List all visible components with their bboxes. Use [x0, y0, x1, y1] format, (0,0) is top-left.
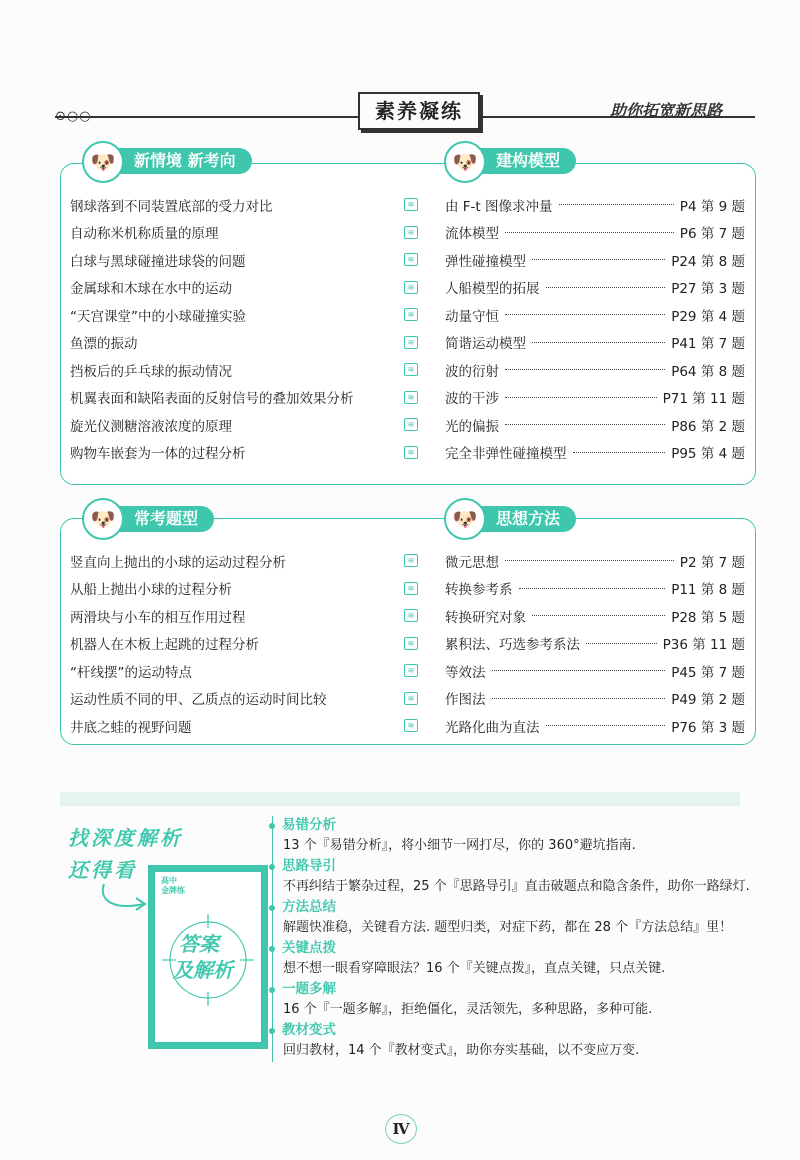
dot-leader: [559, 204, 674, 205]
item-text: 挡板后的乒乓球的振动情况: [70, 363, 232, 380]
list-item: [445, 191, 745, 219]
list-item: [70, 191, 418, 219]
list-item: [70, 246, 418, 274]
item-text: “天宫课堂”中的小球碰撞实验: [70, 308, 246, 325]
feature-title: 关键点拨: [273, 939, 753, 958]
item-text: 旋光仪测糖溶液浓度的原理: [70, 418, 232, 435]
dot-leader: [532, 259, 665, 260]
list-item: [70, 329, 418, 357]
page-reference: P2 第 7 题: [679, 554, 745, 571]
feature-text: 回归教材，14 个『教材变式』，助你夯实基础，以不变应万变.: [283, 1043, 640, 1058]
book-title-1: 答案: [179, 932, 219, 956]
reference-icon: ≋: [404, 336, 418, 349]
item-text: 钢球落到不同装置底部的受力对比: [70, 198, 273, 215]
item-text: 累积法、巧选参考系法: [445, 637, 580, 654]
list-item: [445, 685, 745, 713]
list-item: [70, 384, 418, 412]
mascot-icon: 🐶: [82, 141, 124, 183]
list-item: [445, 329, 745, 357]
section-title-common: 常考题型: [90, 506, 214, 532]
list-item: [445, 384, 745, 412]
section-title-method: 思想方法: [452, 506, 576, 532]
reference-icon: ≋: [404, 609, 418, 622]
feature-text: 解题快准稳，关键看方法. 题型归类，对症下药，都在 28 个『方法总结』里！: [283, 920, 733, 935]
model-list: [445, 191, 745, 466]
list-item: [70, 630, 418, 658]
page-reference: P11 第 8 题: [671, 582, 745, 599]
item-text: 动量守恒: [445, 308, 499, 325]
item-text: 波的衍射: [445, 363, 499, 380]
list-item: [70, 712, 418, 740]
item-text: 购物车嵌套为一体的过程分析: [70, 446, 246, 463]
item-text: 白球与黑球碰撞进球袋的问题: [70, 253, 246, 270]
section-title-model: 建构模型: [452, 148, 576, 174]
page-reference: P86 第 2 题: [671, 418, 745, 435]
list-item: [70, 657, 418, 685]
feature-title: 思路导引: [273, 857, 753, 876]
header-slogan: 助你拓宽新思路: [610, 101, 723, 120]
item-text: 光的偏振: [445, 418, 499, 435]
page-reference: P45 第 7 题: [671, 664, 745, 681]
section-title-new-context: 新情境 新考向: [90, 148, 252, 174]
item-text: 鱼漂的振动: [70, 336, 138, 353]
item-text: 流体模型: [445, 226, 499, 243]
reference-icon: ≋: [404, 281, 418, 294]
list-item: [70, 547, 418, 575]
page-reference: P6 第 7 题: [679, 226, 745, 243]
page-reference: P27 第 3 题: [671, 281, 745, 298]
page-reference: P41 第 7 题: [671, 336, 745, 353]
reference-icon: ≋: [404, 418, 418, 431]
item-text: 弹性碰撞模型: [445, 253, 526, 270]
list-item: [445, 439, 745, 467]
item-text: 转换参考系: [445, 582, 513, 599]
header-dots: ⊙○○: [55, 109, 92, 124]
dot-leader: [573, 452, 666, 453]
page-reference: P49 第 2 题: [671, 692, 745, 709]
item-text: 简谐运动模型: [445, 336, 526, 353]
item-text: 金属球和木球在水中的运动: [70, 281, 232, 298]
list-item: [445, 602, 745, 630]
mascot-icon: 🐶: [444, 498, 486, 540]
item-text: 从船上抛出小球的过程分析: [70, 582, 232, 599]
feature-title: 易错分析: [273, 816, 753, 835]
item-text: 完全非弹性碰撞模型: [445, 446, 567, 463]
list-item: [445, 712, 745, 740]
list-item: [70, 411, 418, 439]
dot-leader: [505, 314, 665, 315]
page-reference: P28 第 5 题: [671, 609, 745, 626]
dot-leader: [492, 670, 666, 671]
item-text: 作图法: [445, 692, 486, 709]
list-item: [445, 356, 745, 384]
item-text: 波的干涉: [445, 391, 499, 408]
item-text: 由 F-t 图像求冲量: [445, 198, 553, 215]
list-item: [70, 439, 418, 467]
dot-leader: [505, 424, 665, 425]
list-item: [445, 274, 745, 302]
feature-title: 教材变式: [273, 1021, 753, 1040]
item-text: “杆线摆”的运动特点: [70, 664, 192, 681]
dot-leader: [505, 560, 674, 561]
feature-text: 16 个『一题多解』，拒绝僵化，灵活领先，多种思路，多种可能.: [283, 1002, 653, 1017]
item-text: 等效法: [445, 664, 486, 681]
list-item: [70, 356, 418, 384]
reference-icon: ≋: [404, 253, 418, 266]
feature-list: [272, 816, 753, 1062]
page-reference: P76 第 3 题: [671, 719, 745, 736]
item-text: 转换研究对象: [445, 609, 526, 626]
reference-icon: ≋: [404, 692, 418, 705]
list-item: [70, 685, 418, 713]
dot-leader: [586, 643, 657, 644]
list-item: [70, 274, 418, 302]
item-text: 井底之蛙的视野问题: [70, 719, 192, 736]
page-reference: P24 第 8 题: [671, 253, 745, 270]
item-text: 运动性质不同的甲、乙质点的运动时间比较: [70, 692, 327, 709]
dot-leader: [532, 342, 665, 343]
feature-title: 一题多解: [273, 980, 753, 999]
dot-leader: [505, 397, 657, 398]
reference-icon: ≋: [404, 226, 418, 239]
dot-leader: [505, 232, 674, 233]
list-item: [445, 575, 745, 603]
reference-icon: ≋: [404, 637, 418, 650]
page-reference: P95 第 4 题: [671, 446, 745, 463]
page-reference: P36 第 11 题: [662, 637, 745, 654]
reference-icon: ≋: [404, 554, 418, 567]
item-text: 微元思想: [445, 554, 499, 571]
dot-leader: [505, 369, 665, 370]
item-text: 机器人在木板上起跳的过程分析: [70, 637, 259, 654]
method-list: [445, 547, 745, 740]
list-item: [70, 219, 418, 247]
list-item: [445, 547, 745, 575]
promo-line1: 找深度解析: [68, 826, 183, 850]
divider-band: [60, 792, 740, 806]
item-text: 竖直向上抛出的小球的运动过程分析: [70, 554, 286, 571]
reference-icon: ≋: [404, 198, 418, 211]
list-item: [445, 657, 745, 685]
list-item: [445, 411, 745, 439]
dot-leader: [546, 287, 666, 288]
item-text: 光路化曲为直法: [445, 719, 540, 736]
dot-leader: [519, 588, 666, 589]
list-item: [70, 575, 418, 603]
dot-leader: [492, 698, 666, 699]
dot-leader: [546, 725, 666, 726]
book-top-label: 高中 金牌练: [161, 876, 185, 895]
item-text: 自动称米机称质量的原理: [70, 226, 219, 243]
list-item: [445, 246, 745, 274]
arrow-icon: [96, 880, 152, 916]
new-context-list: [70, 191, 418, 466]
dot-leader: [532, 615, 665, 616]
common-list: [70, 547, 418, 740]
book-title-2: 及解析: [173, 958, 233, 982]
item-text: 两滑块与小车的相互作用过程: [70, 609, 246, 626]
feature-text: 想不想一眼看穿障眼法？16 个『关键点拨』，直点关键，只点关键.: [283, 961, 666, 976]
feature-title: 方法总结: [273, 898, 753, 917]
list-item: [70, 301, 418, 329]
feature-text: 不再纠结于繁杂过程，25 个『思路导引』直击破题点和隐含条件，助你一路绿灯.: [283, 879, 750, 894]
list-item: [445, 219, 745, 247]
feature-text: 13 个『易错分析』，将小细节一网打尽，你的 360°避坑指南.: [283, 838, 636, 853]
reference-icon: ≋: [404, 391, 418, 404]
item-text: 机翼表面和缺陷表面的反射信号的叠加效果分析: [70, 391, 354, 408]
page-reference: P4 第 9 题: [679, 198, 745, 215]
reference-icon: ≋: [404, 664, 418, 677]
list-item: [70, 602, 418, 630]
reference-icon: ≋: [404, 582, 418, 595]
page-number: Ⅳ: [385, 1114, 417, 1144]
answer-book: [148, 865, 268, 1049]
page-reference: P71 第 11 题: [662, 391, 745, 408]
reference-icon: ≋: [404, 308, 418, 321]
item-text: 人船模型的拓展: [445, 281, 540, 298]
reference-icon: ≋: [404, 363, 418, 376]
list-item: [445, 630, 745, 658]
page-title: 素养凝练: [358, 92, 480, 130]
reference-icon: ≋: [404, 446, 418, 459]
list-item: [445, 301, 745, 329]
mascot-icon: 🐶: [82, 498, 124, 540]
promo-line2: 还得看: [68, 858, 137, 882]
reference-icon: ≋: [404, 719, 418, 732]
mascot-icon: 🐶: [444, 141, 486, 183]
page-reference: P29 第 4 题: [671, 308, 745, 325]
page-reference: P64 第 8 题: [671, 363, 745, 380]
